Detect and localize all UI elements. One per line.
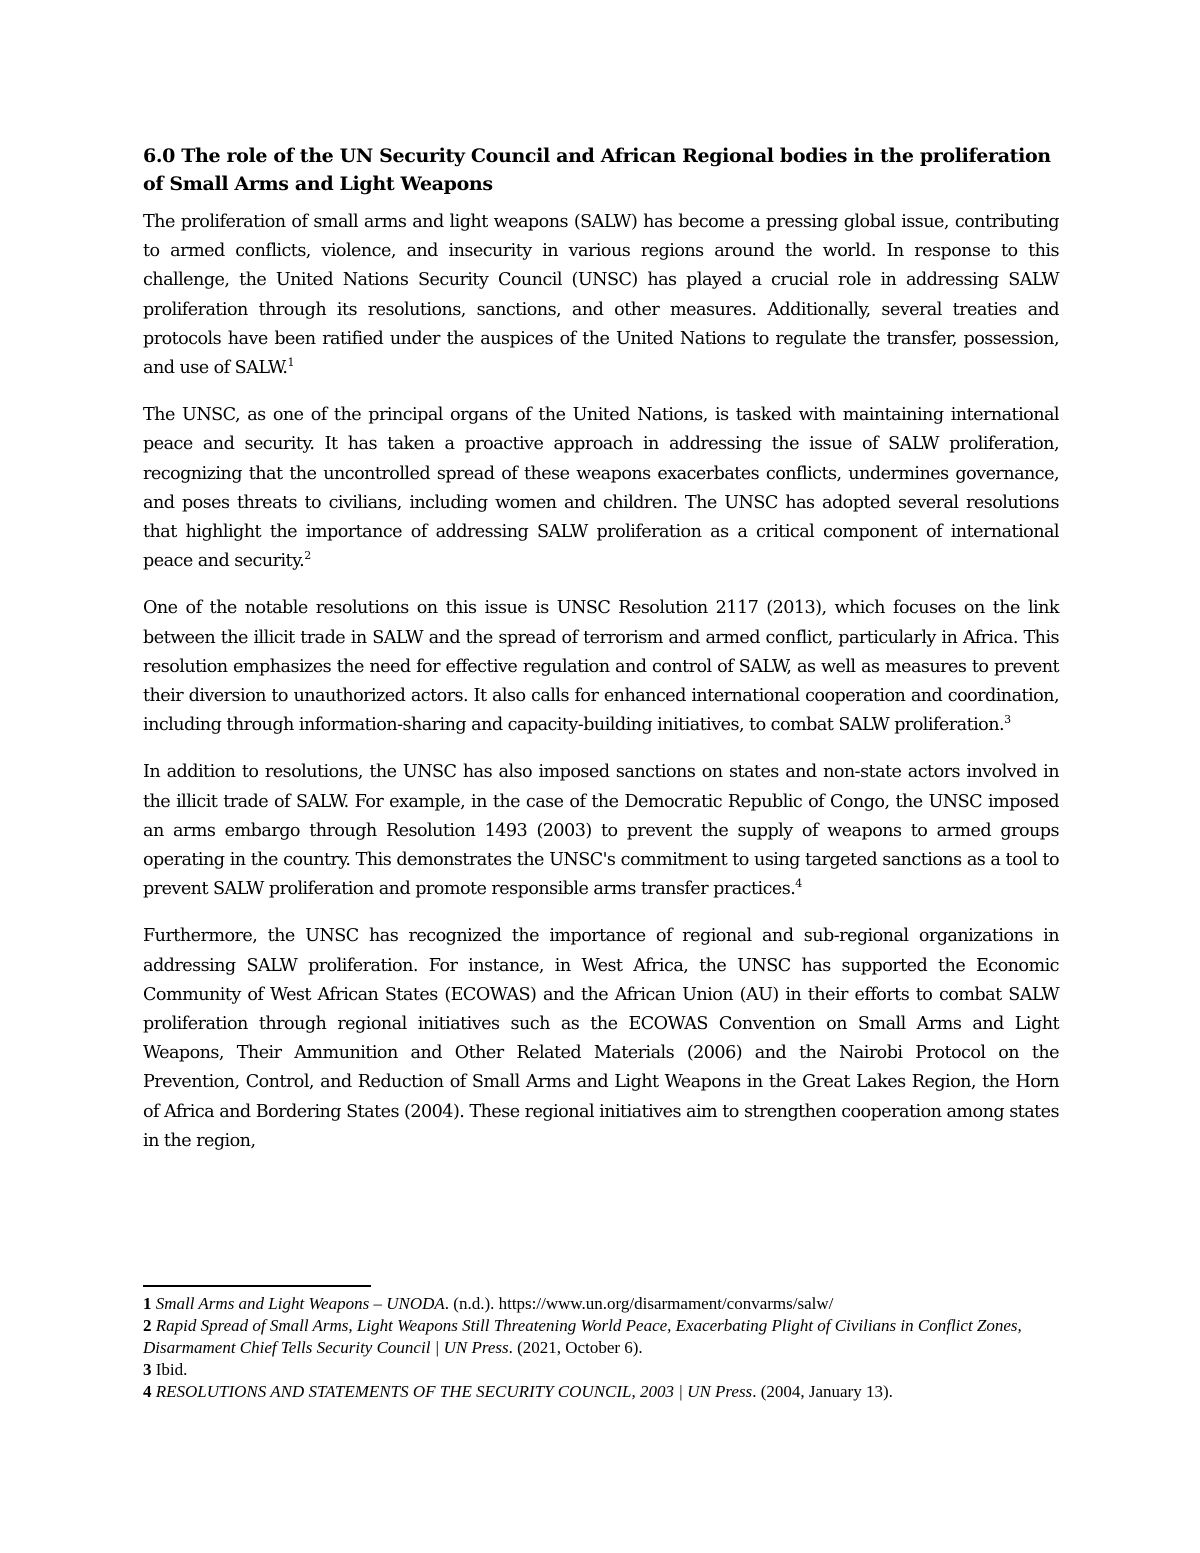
section-heading: 6.0 The role of the UN Security Council and African Regional bodies in the proliferation of Small Arms and Light Weapons [143, 145, 1051, 195]
footnote-number: 1 [143, 1294, 152, 1313]
footnote-ref[interactable]: 4 [795, 877, 802, 891]
paragraph [143, 594, 1059, 740]
footnote-ref[interactable]: 3 [1004, 713, 1011, 727]
footnote-title: Rapid Spread of Small Arms, Light Weapons Still Threatening World Peace, Exacerbating Plight of Civilians in Conflict Zones, Disarmament Chief Tells Security Council | UN Press [143, 1316, 1022, 1357]
footnotes [143, 1285, 1059, 1403]
paragraph-text: The UNSC, as one of the principal organs of the United Nations, is tasked with maintaining international peace and security. It has taken a proactive approach in addressing the issue of SALW proliferation, recognizing that the uncontrolled spread of these weapons exacerbates conflicts, undermines governance, and poses threats to civilians, including women and children. The UNSC has adopted several resolutions that highlight the importance of addressing SALW proliferation as a critical component of international peace and security. [143, 405, 1059, 572]
footnote-separator [143, 1285, 371, 1287]
footnote [143, 1359, 1059, 1381]
footnote-number: 4 [143, 1382, 152, 1401]
paragraph [143, 401, 1059, 576]
footnote-citation: . (2004, January 13). [752, 1382, 893, 1401]
paragraph-text: One of the notable resolutions on this issue is UNSC Resolution 2117 (2013), which focuses on the link between the illicit trade in SALW and the spread of terrorism and armed conflict, particularly in Africa. This resolution emphasizes the need for effective regulation and control of SALW, as well as measures to prevent their diversion to unauthorized actors. It also calls for enhanced international cooperation and coordination, including through information-sharing and capacity-building initiatives, to combat SALW proliferation. [143, 598, 1059, 736]
footnote-ref[interactable]: 2 [304, 549, 311, 563]
footnote-citation: . (2021, October 6). [508, 1338, 643, 1357]
footnote-title: Small Arms and Light Weapons – UNODA [155, 1294, 445, 1313]
paragraph [143, 922, 1059, 1156]
footnote-number: 3 [143, 1360, 152, 1379]
footnote [143, 1293, 1059, 1315]
footnote [143, 1315, 1059, 1359]
footnote-ref[interactable]: 1 [287, 356, 294, 370]
footnote-title: RESOLUTIONS AND STATEMENTS OF THE SECURITY COUNCIL, 2003 | UN Press [155, 1382, 753, 1401]
paragraph-text: In addition to resolutions, the UNSC has also imposed sanctions on states and non-state actors involved in the illicit trade of SALW. For example, in the case of the Democratic Republic of Congo, the UNSC imposed an arms embargo through Resolution 1493 (2003) to prevent the supply of weapons to armed groups operating in the country. This demonstrates the UNSC's commitment to using targeted sanctions as a tool to prevent SALW proliferation and promote responsible arms transfer practices. [143, 762, 1059, 900]
footnote-citation: Ibid. [155, 1360, 188, 1379]
paragraph-text: The proliferation of small arms and light weapons (SALW) has become a pressing global issue, contributing to armed conflicts, violence, and insecurity in various regions around the world. In response to this challenge, the United Nations Security Council (UNSC) has played a crucial role in addressing SALW proliferation through its resolutions, sanctions, and other measures. Additionally, several treaties and protocols have been ratified under the auspices of the United Nations to regulate the transfer, possession, and use of SALW. [143, 212, 1059, 379]
footnote [143, 1381, 1059, 1403]
paragraph-text: Furthermore, the UNSC has recognized the importance of regional and sub-regional organizations in addressing SALW proliferation. For instance, in West Africa, the UNSC has supported the Economic Community of West African States (ECOWAS) and the African Union (AU) in their efforts to combat SALW proliferation through regional initiatives such as the ECOWAS Convention on Small Arms and Light Weapons, Their Ammunition and Other Related Materials (2006) and the Nairobi Protocol on the Prevention, Control, and Reduction of Small Arms and Light Weapons in the Great Lakes Region, the Horn of Africa and Bordering States (2004). These regional initiatives aim to strengthen cooperation among states in the region, [143, 926, 1059, 1151]
paragraph [143, 208, 1059, 383]
document-body [143, 142, 1059, 1174]
footnote-citation[interactable]: . (n.d.). https://www.un.org/disarmament/convarms/salw/ [444, 1294, 834, 1313]
footnote-number: 2 [143, 1316, 152, 1335]
paragraph [143, 758, 1059, 904]
